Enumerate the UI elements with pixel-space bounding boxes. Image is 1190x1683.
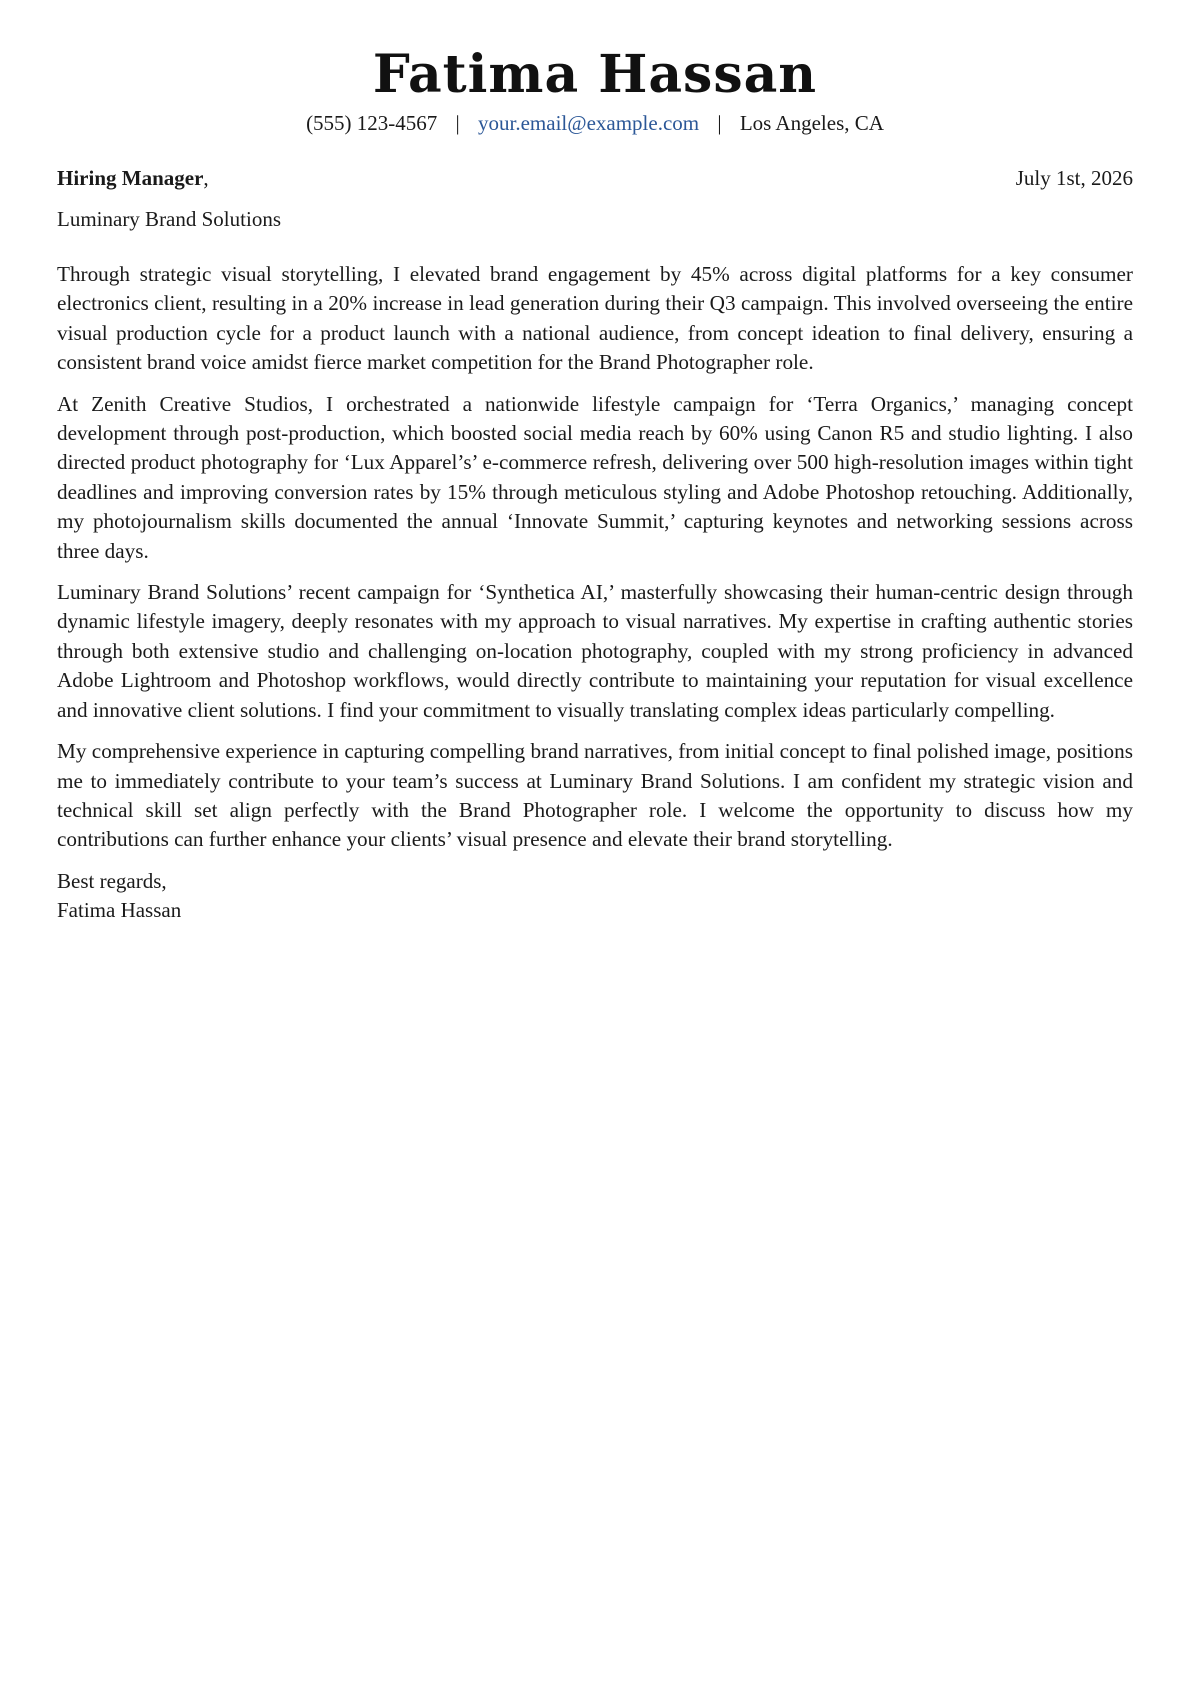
contact-separator: | [455,111,460,135]
recipient-company: Luminary Brand Solutions [57,207,281,231]
salutation [57,164,209,192]
email-link[interactable]: your.email@example.com [478,111,700,135]
location: Los Angeles, CA [739,111,884,135]
salutation-row [57,164,1133,192]
cover-letter-page [57,0,1133,925]
body-paragraph-4: My comprehensive experience in capturing compelling brand narratives, from initial concept to final polished image, positions me to immediately contribute to your team’s success at Luminary Brand Solutions. I am confident my strategic vision and technical skill set align perfectly with the Brand Photographer role. I welcome the opportunity to discuss how my contributions can further enhance your clients’ visual presence and elevate their brand storytelling. [57,739,1133,852]
closing-block [57,867,1133,925]
salutation-punctuation: , [203,166,209,190]
body-paragraph-1: Through strategic visual storytelling, I elevated brand engagement by 45% across digital platforms for a key consumer electronics client, resulting in a 20% increase in lead generation during their Q3 campaign. This involved overseeing the entire visual production cycle for a product launch with a national audience, from concept ideation to final delivery, ensuring a consistent brand voice amidst fierce market competition for the Brand Photographer role. [57,262,1133,375]
contact-separator: | [717,111,722,135]
applicant-name: Fatima Hassan [372,44,818,105]
signature: Fatima Hassan [57,897,182,922]
letter-date: July 1st, 2026 [1015,166,1133,190]
body-paragraph-3: Luminary Brand Solutions’ recent campaign for ‘Synthetica AI,’ masterfully showcasing their human-centric design through dynamic lifestyle imagery, deeply resonates with my approach to visual narratives. My expertise in crafting authentic stories through both extensive studio and challenging on-location photography, coupled with my strong proficiency in advanced Adobe Lightroom and Photoshop workflows, would directly contribute to maintaining your reputation for visual excellence and innovative client solutions. I find your commitment to visually translating complex ideas particularly compelling. [57,580,1133,722]
contact-line [57,109,1133,137]
recipient-name: Hiring Manager [57,166,204,190]
signoff: Best regards, [57,868,167,893]
phone-number: (555) 123-4567 [306,111,438,135]
body-paragraph-2: At Zenith Creative Studios, I orchestrated a nationwide lifestyle campaign for ‘Terra Organics,’ managing concept development through post-production, which boosted social media reach by 60% using Canon R5 and studio lighting. I also directed product photography for ‘Lux Apparel’s’ e-commerce refresh, delivering over 500 high-resolution images within tight deadlines and improving conversion rates by 15% through meticulous styling and Adobe Photoshop retouching. Additionally, my photojournalism skills documented the annual ‘Innovate Summit,’ capturing keynotes and networking sessions across three days. [57,391,1133,563]
letter-body [57,260,1133,855]
